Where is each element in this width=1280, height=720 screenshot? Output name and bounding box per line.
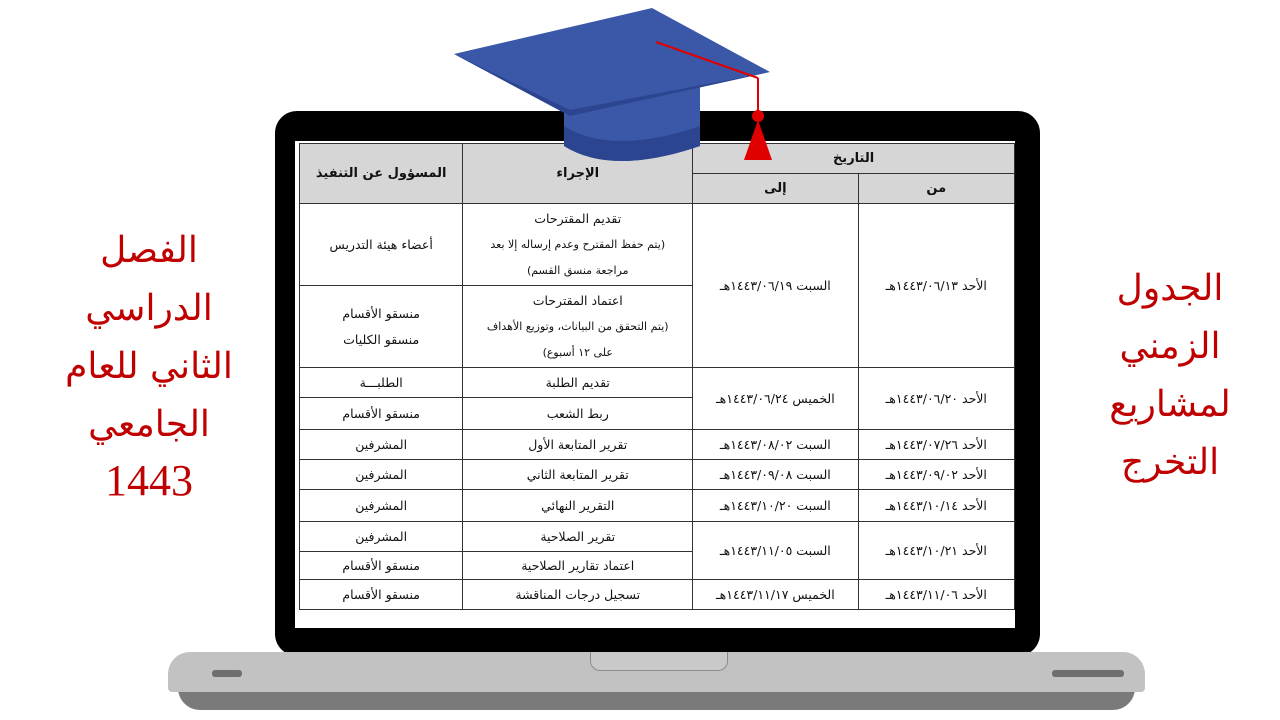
left-title-line-4: الجامعي xyxy=(88,404,210,445)
laptop-touchpad-notch xyxy=(590,652,728,671)
cell-to-grades: الخميس ١٤٤٣/١١/١٧هـ xyxy=(693,580,858,610)
header-procedure: الإجراء xyxy=(463,144,693,204)
cell-procedure-submit-proposals xyxy=(463,204,693,286)
cell-procedure-grades: تسجيل درجات المناقشة xyxy=(463,580,693,610)
procedure-main: اعتماد المقترحات xyxy=(532,292,623,308)
header-date: التاريخ xyxy=(693,144,1015,174)
laptop-vent-right xyxy=(1052,670,1124,677)
cell-responsible-coordinators xyxy=(300,286,463,368)
responsible-line-1: منسقو الأقسام xyxy=(342,305,420,321)
cell-procedure-report-2: تقرير المتابعة الثاني xyxy=(463,460,693,490)
tassel-fringe xyxy=(744,120,772,160)
responsible-line-2: منسقو الكليات xyxy=(343,331,420,347)
right-title-line-3: لمشاريع xyxy=(1109,384,1231,425)
cell-from-grades: الأحد ١٤٤٣/١١/٠٦هـ xyxy=(858,580,1014,610)
right-title-line-2: الزمني xyxy=(1119,326,1221,367)
cell-procedure-report-1: تقرير المتابعة الأول xyxy=(463,430,693,460)
cell-responsible-report-2: المشرفين xyxy=(300,460,463,490)
cell-procedure-approve-proposals xyxy=(463,286,693,368)
cell-to-group-2: الخميس ١٤٤٣/٠٦/٢٤هـ xyxy=(693,368,858,430)
cell-responsible-dept-coordinators: منسقو الأقسام xyxy=(300,398,463,430)
procedure-note-1: (يتم حفظ المقترح وعدم إرساله إلا بعد xyxy=(490,237,666,251)
cell-to-group-3: السبت ١٤٤٣/١١/٠٥هـ xyxy=(693,522,858,580)
cell-to-group-1: السبت ١٤٤٣/٠٦/١٩هـ xyxy=(693,204,858,368)
procedure-note-2: مراجعة منسق القسم) xyxy=(526,263,629,277)
cell-procedure-validity-report: تقرير الصلاحية xyxy=(463,522,693,552)
cap-board xyxy=(454,8,770,116)
left-title-year: 1443 xyxy=(105,456,193,505)
cell-procedure-final-report: التقرير النهائي xyxy=(463,490,693,522)
header-responsible: المسؤول عن التنفيذ xyxy=(300,144,463,204)
cell-from-group-3: الأحد ١٤٤٣/١٠/٢١هـ xyxy=(858,522,1014,580)
cell-to-report-2: السبت ١٤٤٣/٠٩/٠٨هـ xyxy=(693,460,858,490)
right-title-line-1: الجدول xyxy=(1116,268,1224,309)
right-title-line-4: التخرج xyxy=(1120,442,1220,483)
cell-from-group-2: الأحد ١٤٤٣/٠٦/٢٠هـ xyxy=(858,368,1014,430)
header-to: إلى xyxy=(693,174,858,204)
cell-procedure-student-submit: تقديم الطلبة xyxy=(463,368,693,398)
left-title-line-2: الدراسي xyxy=(85,288,213,329)
cell-from-report-2: الأحد ١٤٤٣/٠٩/٠٢هـ xyxy=(858,460,1014,490)
right-title xyxy=(1090,260,1250,492)
procedure-note-1: (يتم التحقق من البيانات، وتوزيع الأهداف xyxy=(486,319,669,333)
cell-responsible-report-1: المشرفين xyxy=(300,430,463,460)
cell-responsible-students: الطلبـــة xyxy=(300,368,463,398)
cell-from-report-1: الأحد ١٤٤٣/٠٧/٢٦هـ xyxy=(858,430,1014,460)
cell-responsible-grades: منسقو الأقسام xyxy=(300,580,463,610)
graduation-cap-icon xyxy=(452,6,772,176)
cell-responsible-faculty: أعضاء هيئة التدريس xyxy=(300,204,463,286)
procedure-note-2: على ١٢ أسبوع) xyxy=(542,345,613,359)
laptop-vent-left xyxy=(212,670,242,677)
cell-procedure-approve-validity: اعتماد تقارير الصلاحية xyxy=(463,552,693,580)
header-from: من xyxy=(858,174,1014,204)
procedure-main: تقديم المقترحات xyxy=(534,210,622,226)
left-title-line-3: الثاني للعام xyxy=(65,346,233,387)
cell-to-final-report: السبت ١٤٤٣/١٠/٢٠هـ xyxy=(693,490,858,522)
cell-responsible-approve-validity: منسقو الأقسام xyxy=(300,552,463,580)
schedule-table xyxy=(299,143,1015,610)
cell-responsible-final-report: المشرفين xyxy=(300,490,463,522)
left-title xyxy=(44,222,254,508)
cell-procedure-link-sections: ربط الشعب xyxy=(463,398,693,430)
laptop-screen-content xyxy=(295,141,1015,628)
cell-from-group-1: الأحد ١٤٤٣/٠٦/١٣هـ xyxy=(858,204,1014,368)
cell-from-final-report: الأحد ١٤٤٣/١٠/١٤هـ xyxy=(858,490,1014,522)
cell-responsible-validity-report: المشرفين xyxy=(300,522,463,552)
left-title-line-1: الفصل xyxy=(100,230,198,271)
cell-to-report-1: السبت ١٤٤٣/٠٨/٠٢هـ xyxy=(693,430,858,460)
